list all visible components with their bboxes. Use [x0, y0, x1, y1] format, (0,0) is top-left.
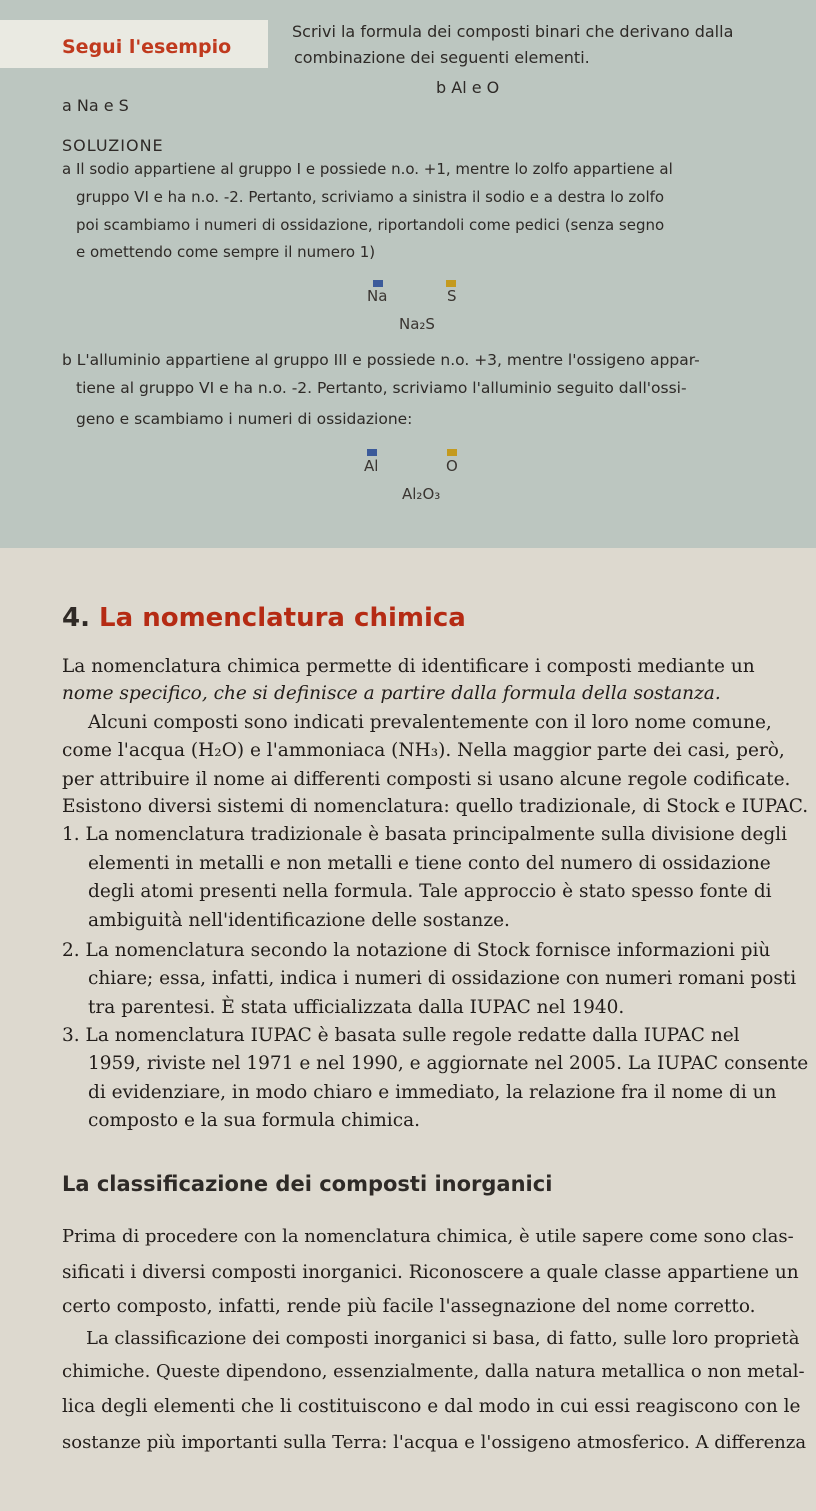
solution-b-line-2: tiene al gruppo VI e ha n.o. -2. Pertanto, scriviamo l'alluminio seguito dall'ossi- [76, 379, 687, 397]
oxidation-mark-o [447, 449, 457, 456]
list-item-2-line-2: chiare; essa, infatti, indica i numeri di ossidazione con numeri romani posti [88, 968, 797, 989]
section-number: 4. [62, 603, 90, 633]
symbol-na: Na [367, 287, 388, 305]
subsection-para2-line-1: La classificazione dei composti inorganici si basa, di fatto, sulle loro proprietà [86, 1328, 800, 1349]
intro-line-2: nome specifico, che si definisce a partire dalla formula della sostanza. [62, 683, 721, 704]
list-item-3-line-4: composto e la sua formula chimica. [88, 1110, 420, 1131]
list-item-1-line-4: ambiguità nell'identificazione delle sostanze. [88, 910, 510, 931]
symbol-o: O [446, 457, 458, 475]
para2-line-2: come l'acqua (H₂O) e l'ammoniaca (NH₃). Nella maggior parte dei casi, però, [62, 740, 785, 761]
example-prompt-line1: Scrivi la formula dei composti binari che derivano dalla [292, 22, 734, 41]
para2-line-3: per attribuire il nome ai differenti composti si usano alcune regole codificate. [62, 769, 791, 790]
symbol-al: Al [364, 457, 379, 475]
subsection-para1-line-1: Prima di procedere con la nomenclatura chimica, è utile sapere come sono clas- [62, 1226, 794, 1247]
symbol-s: S [447, 287, 457, 305]
subsection-para2-line-2: chimiche. Queste dipendono, essenzialmente, dalla natura metallica o non metal- [62, 1361, 805, 1382]
list-item-1-line-2: elementi in metalli e non metalli e tiene conto del numero di ossidazione [88, 853, 771, 874]
list-item-2-line-1: 2. La nomenclatura secondo la notazione di Stock fornisce informazioni più [62, 940, 771, 961]
subsection-para2-line-3: lica degli elementi che li costituiscono e dal modo in cui essi reagiscono con le [62, 1396, 801, 1417]
para2-line-4: Esistono diversi sistemi di nomenclatura: quello tradizionale, di Stock e IUPAC. [62, 796, 809, 817]
list-item-2-line-3: tra parentesi. È stata ufficializzata dalla IUPAC nel 1940. [88, 997, 625, 1018]
list-item-1-line-3: degli atomi presenti nella formula. Tale approccio è stato spesso fonte di [88, 881, 772, 902]
solution-heading: SOLUZIONE [62, 136, 164, 155]
oxidation-mark-al [367, 449, 377, 456]
example-box [0, 0, 816, 548]
list-item-3-line-3: di evidenziare, in modo chiaro e immediato, la relazione fra il nome di un [88, 1082, 777, 1103]
solution-a-line-1: a Il sodio appartiene al gruppo I e possiede n.o. +1, mentre lo zolfo appartiene al [62, 160, 673, 178]
oxidation-mark-s [446, 280, 456, 287]
subsection-title: La classificazione dei composti inorganici [62, 1172, 553, 1196]
intro-line-1: La nomenclatura chimica permette di identificare i composti mediante un [62, 656, 755, 677]
section-title [62, 603, 466, 633]
solution-a-line-4: e omettendo come sempre il numero 1) [76, 243, 376, 261]
solution-a-line-3: poi scambiamo i numeri di ossidazione, riportandoli come pedici (senza segno [76, 216, 665, 234]
example-prompt-line2: combinazione dei seguenti elementi. [294, 48, 590, 67]
subsection-para1-line-3: certo composto, infatti, rende più facile l'assegnazione del nome corretto. [62, 1296, 756, 1317]
solution-b-line-3: geno e scambiamo i numeri di ossidazione: [76, 410, 413, 428]
list-item-1-line-1: 1. La nomenclatura tradizionale è basata principalmente sulla divisione degli [62, 824, 788, 845]
list-item-3-line-1: 3. La nomenclatura IUPAC è basata sulle regole redatte dalla IUPAC nel [62, 1025, 740, 1046]
formula-al2o3: Al₂O₃ [402, 485, 441, 503]
para2-line-1: Alcuni composti sono indicati prevalentemente con il loro nome comune, [88, 712, 772, 733]
formula-na2s: Na₂S [399, 315, 435, 333]
example-item-a: a Na e S [62, 96, 129, 115]
subsection-para1-line-2: sificati i diversi composti inorganici. Riconoscere a quale classe appartiene un [62, 1262, 799, 1283]
example-item-b: b Al e O [436, 78, 500, 97]
section-title-text: La nomenclatura chimica [99, 603, 466, 633]
list-item-3-line-2: 1959, riviste nel 1971 e nel 1990, e aggiornate nel 2005. La IUPAC consente [88, 1053, 809, 1074]
example-label: Segui l'esempio [62, 36, 232, 58]
solution-b-line-1: b L'alluminio appartiene al gruppo III e possiede n.o. +3, mentre l'ossigeno appar- [62, 351, 700, 369]
solution-a-line-2: gruppo VI e ha n.o. -2. Pertanto, scriviamo a sinistra il sodio e a destra lo zolfo [76, 188, 665, 206]
subsection-para2-line-4: sostanze più importanti sulla Terra: l'acqua e l'ossigeno atmosferico. A differenza [62, 1432, 807, 1453]
oxidation-mark-na [373, 280, 383, 287]
